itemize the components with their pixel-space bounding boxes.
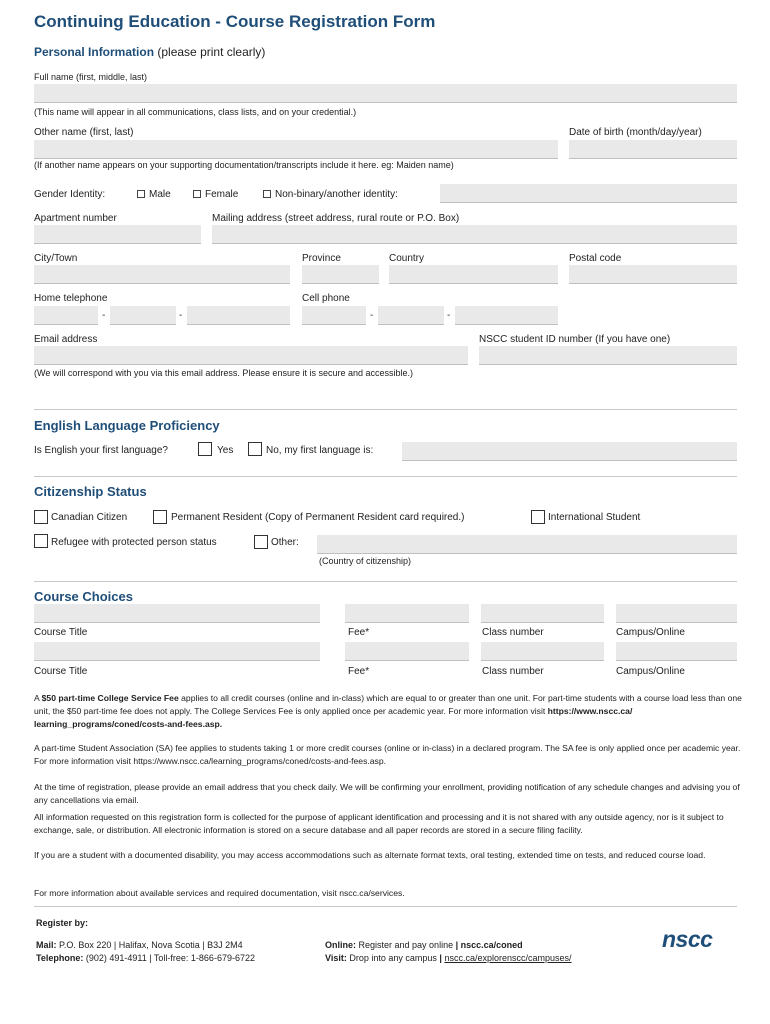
register-visit (325, 953, 572, 963)
international-student-label: International Student (548, 512, 641, 523)
home-phone-area-field[interactable] (34, 306, 98, 325)
dob-field[interactable] (569, 140, 737, 159)
info-paragraph-disability: If you are a student with a documented disability, you may access accommodations such as alternate format texts, oral testing, extended time on tests, and reduced course load. (34, 850, 706, 860)
home-phone-label: Home telephone (34, 293, 108, 304)
info-p1-link[interactable]: https://www.nscc.ca/ learning_programs/coned/costs-and-fees.asp. (34, 706, 633, 729)
register-online-link[interactable]: nscc.ca/coned (460, 940, 523, 950)
dob-label: Date of birth (month/day/year) (569, 127, 702, 138)
other-name-note: (If another name appears on your supporting documentation/transcripts include it here. eg: Maiden name) (34, 160, 454, 170)
course-title-field-2[interactable] (34, 642, 320, 661)
register-online-value: Register and pay online (358, 940, 454, 950)
country-label: Country (389, 253, 425, 264)
course-campus-field-2[interactable] (616, 642, 737, 661)
gender-male-checkbox[interactable] (137, 190, 145, 198)
info-p1-prefix: A (34, 693, 42, 703)
home-phone-dash-1: - (102, 310, 106, 321)
country-of-citizenship-note: (Country of citizenship) (319, 556, 412, 566)
course-campus-field-1[interactable] (616, 604, 737, 623)
course-title-field-1[interactable] (34, 604, 320, 623)
cell-phone-dash-2: - (447, 310, 451, 321)
other-citizenship-label: Other: (271, 537, 299, 548)
info-paragraph-services: For more information about available services and required documentation, visit nscc.ca/services. (34, 888, 405, 898)
gender-female-option[interactable] (193, 189, 238, 200)
english-no-checkbox[interactable] (248, 442, 262, 456)
city-field[interactable] (34, 265, 290, 284)
info-paragraph-sa-fee: A part-time Student Association (SA) fee applies to students taking 1 or more credit courses (online or in-class) in a declared program. The SA fee is only applied once per academic year. For more information visit https://www.nscc.ca/learning_programs/coned/costs-and-fees.asp. (34, 743, 741, 766)
register-phone-label: Telephone: (36, 953, 84, 963)
cell-phone-area-field[interactable] (302, 306, 366, 325)
english-no-label: No, my first language is: (266, 445, 374, 456)
english-yes-label: Yes (217, 445, 234, 456)
other-name-label: Other name (first, last) (34, 127, 134, 138)
register-mail-value: P.O. Box 220 | Halifax, Nova Scotia | B3J 2M4 (59, 940, 243, 950)
course-fee-label-2: Fee* (348, 666, 370, 677)
divider-register (34, 906, 737, 907)
canadian-citizen-label: Canadian Citizen (51, 512, 128, 523)
register-online (325, 940, 523, 950)
canadian-citizen-checkbox[interactable] (34, 510, 48, 524)
cell-phone-prefix-field[interactable] (378, 306, 444, 325)
email-label: Email address (34, 334, 98, 345)
info-p1-text: applies to all credit courses (online and in-class) which are equal to or greater than one unit. For part-time students with a course load less than one unit, the $50 part-time fee does not apply. The College Services Fee is only applied once per academic year. For more information visit (34, 693, 742, 716)
apartment-field[interactable] (34, 225, 201, 244)
home-phone-prefix-field[interactable] (110, 306, 176, 325)
gender-female-label: Female (205, 189, 239, 200)
permanent-resident-checkbox[interactable] (153, 510, 167, 524)
other-name-field[interactable] (34, 140, 558, 159)
province-label: Province (302, 253, 341, 264)
province-field[interactable] (302, 265, 379, 284)
refugee-checkbox[interactable] (34, 534, 48, 548)
course-campus-label-1: Campus/Online (616, 627, 685, 638)
course-fee-field-1[interactable] (345, 604, 469, 623)
register-visit-link[interactable]: nscc.ca/explorenscc/campuses/ (444, 953, 572, 963)
refugee-label: Refugee with protected person status (51, 537, 217, 548)
course-fee-label-1: Fee* (348, 627, 370, 638)
divider-citizenship (34, 476, 737, 477)
register-visit-sep: | (436, 953, 445, 963)
english-yes-checkbox[interactable] (198, 442, 212, 456)
student-id-label: NSCC student ID number (If you have one) (479, 334, 671, 345)
student-id-field[interactable] (479, 346, 737, 365)
register-online-sep: | (453, 940, 461, 950)
full-name-note: (This name will appear in all communications, class lists, and on your credential.) (34, 107, 357, 117)
register-phone-value: (902) 491-4911 | Toll-free: 1-866-679-6722 (85, 953, 255, 963)
permanent-resident-label: Permanent Resident (Copy of Permanent Resident card required.) (171, 512, 465, 523)
postal-code-label: Postal code (569, 253, 622, 264)
cell-phone-dash-1: - (370, 310, 374, 321)
email-note: (We will correspond with you via this email address. Please ensure it is secure and accessible.) (34, 368, 414, 378)
divider-courses (34, 581, 737, 582)
nscc-logo: nscc (662, 926, 713, 952)
email-field[interactable] (34, 346, 468, 365)
full-name-label: Full name (first, middle, last) (34, 72, 148, 82)
course-fee-field-2[interactable] (345, 642, 469, 661)
first-language-field[interactable] (402, 442, 737, 461)
gender-male-label: Male (149, 189, 171, 200)
country-field[interactable] (389, 265, 558, 284)
gender-other-checkbox[interactable] (263, 190, 271, 198)
divider-english (34, 409, 737, 410)
register-mail (36, 940, 243, 950)
cell-phone-label: Cell phone (302, 293, 350, 304)
register-phone (36, 953, 255, 963)
course-choices-heading: Course Choices (34, 589, 133, 604)
apartment-label: Apartment number (34, 213, 117, 224)
course-title-label-1: Course Title (34, 627, 88, 638)
course-class-label-1: Class number (482, 627, 544, 638)
register-visit-value: Drop into any campus (349, 953, 437, 963)
citizenship-heading: Citizenship Status (34, 484, 147, 499)
course-class-field-2[interactable] (481, 642, 604, 661)
home-phone-line-field[interactable] (187, 306, 290, 325)
course-campus-label-2: Campus/Online (616, 666, 685, 677)
mailing-address-label: Mailing address (street address, rural route or P.O. Box) (212, 213, 460, 224)
gender-male-option[interactable] (137, 189, 171, 200)
country-of-citizenship-field[interactable] (317, 535, 737, 554)
other-citizenship-checkbox[interactable] (254, 535, 268, 549)
full-name-field[interactable] (34, 84, 737, 103)
international-student-checkbox[interactable] (531, 510, 545, 524)
mailing-address-field[interactable] (212, 225, 737, 244)
info-paragraph-email: At the time of registration, please provide an email address that you check daily. We will be confirming your enrollment, providing notification of any schedule changes and advising you of any cancellations via email. (34, 782, 740, 805)
english-question: Is English your first language? (34, 445, 168, 456)
register-visit-label: Visit: (325, 953, 347, 963)
gender-other-option[interactable] (263, 189, 398, 200)
info-paragraph-fee (34, 692, 744, 731)
course-class-label-2: Class number (482, 666, 544, 677)
info-p1-bold: $50 part-time College Service Fee (41, 693, 179, 703)
register-online-label: Online: (325, 940, 356, 950)
cell-phone-line-field[interactable] (455, 306, 558, 325)
personal-info-heading (34, 45, 265, 59)
register-mail-label: Mail: (36, 940, 57, 950)
home-phone-dash-2: - (179, 310, 183, 321)
gender-other-field[interactable] (440, 184, 737, 203)
course-title-label-2: Course Title (34, 666, 88, 677)
register-heading: Register by: (36, 918, 89, 928)
personal-info-heading-text: Personal Information (34, 45, 155, 59)
postal-code-field[interactable] (569, 265, 737, 284)
personal-info-heading-note: (please print clearly) (157, 45, 266, 59)
city-label: City/Town (34, 253, 78, 264)
english-heading: English Language Proficiency (34, 418, 220, 433)
gender-female-checkbox[interactable] (193, 190, 201, 198)
gender-label: Gender Identity: (34, 189, 106, 200)
course-class-field-1[interactable] (481, 604, 604, 623)
gender-other-label: Non-binary/another identity: (275, 189, 398, 200)
page-title: Continuing Education - Course Registration Form (34, 12, 436, 31)
info-paragraph-privacy: All information requested on this registration form is collected for the purpose of applicant identification and processing and it is not shared with any outside agency, nor is it subject to exchange, sale, or distribution. All electronic information is stored on a secure database and all paper records are stored in a secure filing facility. (34, 812, 724, 835)
